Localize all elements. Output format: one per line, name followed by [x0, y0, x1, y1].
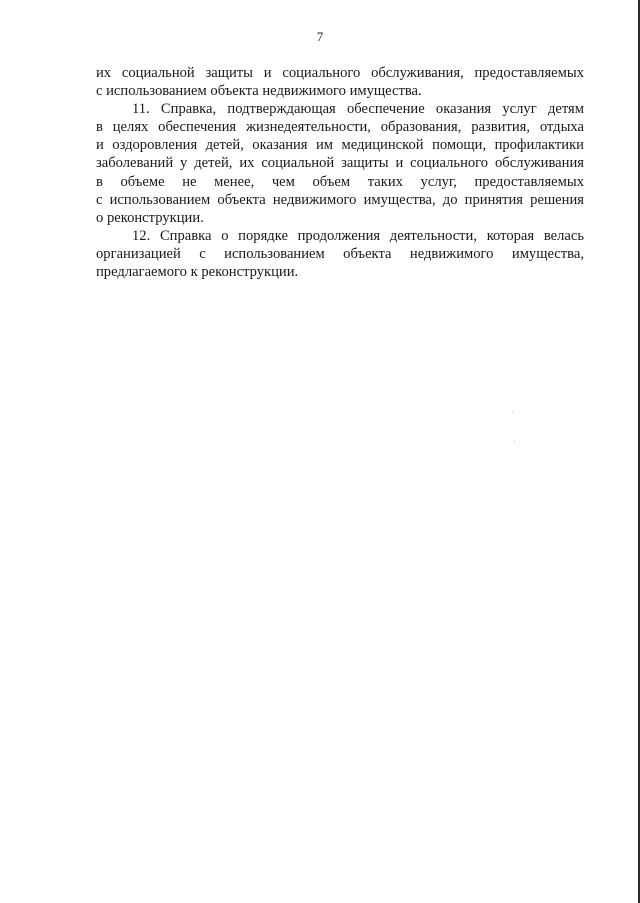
scan-speck [512, 411, 513, 412]
paragraph-continuation [96, 64, 584, 100]
text-line: заболеваний у детей, их социальной защиты и социального обслуживания [96, 155, 584, 172]
page-number: 7 [316, 29, 324, 44]
scan-speck [514, 441, 515, 442]
document-body [96, 64, 584, 281]
text-line: 12. Справка о порядке продолжения деятельности, которая велась [132, 227, 584, 244]
text-line: предлагаемого к реконструкции. [96, 264, 299, 281]
paragraph-item-12 [96, 227, 584, 281]
text-line: в целях обеспечения жизнедеятельности, образования, развития, отдыха [96, 119, 584, 136]
text-line: их социальной защиты и социального обслуживания, предоставляемых [96, 65, 584, 81]
text-line: и оздоровления детей, оказания им медицинской помощи, профилактики [96, 137, 584, 154]
text-line: 11. Справка, подтверждающая обеспечение оказания услуг детям [132, 101, 584, 118]
text-line: организацией с использованием объекта недвижимого имущества, [96, 245, 584, 262]
text-line: в объеме не менее, чем объем таких услуг, предоставляемых [96, 173, 584, 190]
text-line: о реконструкции. [96, 209, 204, 226]
text-line: с использованием объекта недвижимого имущества. [96, 83, 422, 100]
paragraph-item-11 [96, 100, 584, 227]
text-line: с использованием объекта недвижимого имущества, до принятия решения [96, 191, 584, 208]
